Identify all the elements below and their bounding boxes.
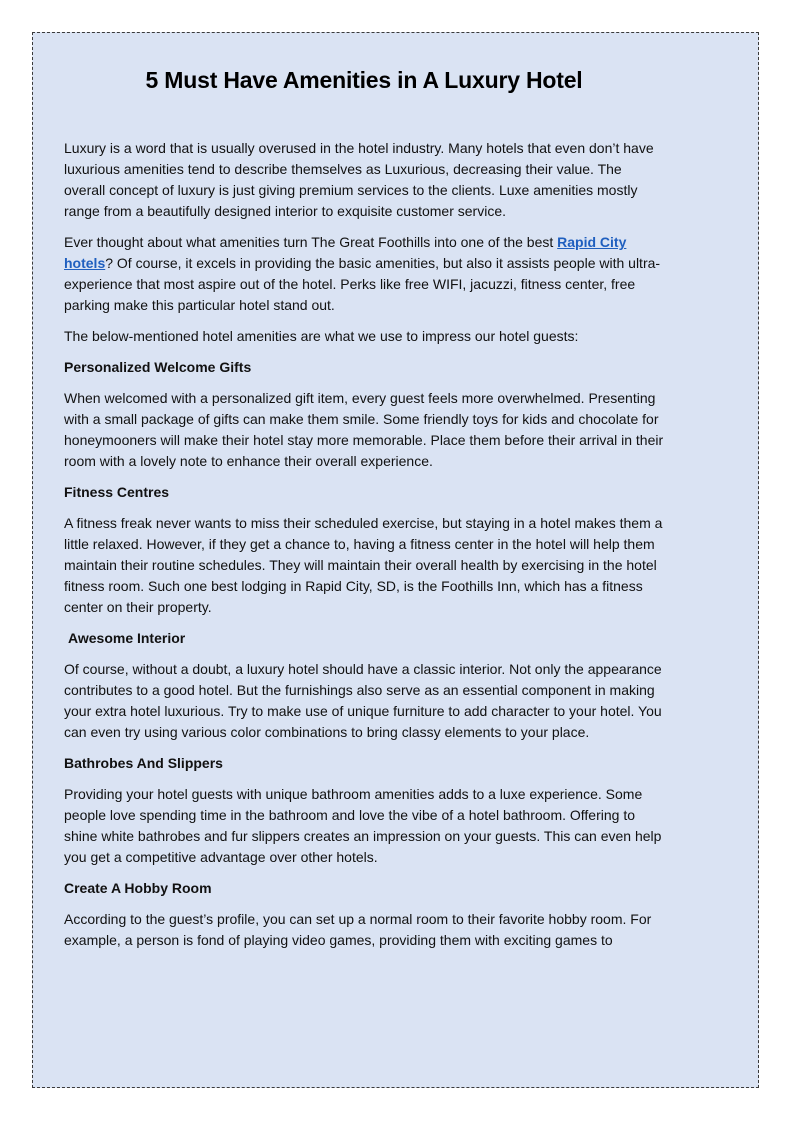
document-body [64,64,664,961]
section-body-fitness-centres: A fitness freak never wants to miss their scheduled exercise, but staying in a hotel makes them a little relaxed. However, if they get a chance to, having a fitness center in the hotel will help them maintain their routine schedules. They will maintain their overall health by exercising in the hotel fitness room. Such one best lodging in Rapid City, SD, is the Foothills Inn, which has a fitness center on their property. [64,515,663,615]
section-heading-fitness-centres: Fitness Centres [64,484,170,500]
paragraph-text-before-link: Ever thought about what amenities turn The Great Foothills into one of the best [64,234,558,250]
paragraph-text-after-link: ? Of course, it excels in providing the basic amenities, but also it assists people with ultra-experience that most aspire out of the hotel. Perks like free WIFI, jacuzzi, fitness center, free parking make this particular hotel stand out. [64,255,661,313]
rapid-city-hotels-link[interactable]: Rapid City hotels [64,234,627,271]
section-heading-hobby-room: Create A Hobby Room [64,880,212,896]
intro-paragraph: Luxury is a word that is usually overused in the hotel industry. Many hotels that even don’t have luxurious amenities tend to describe themselves as Luxurious, decreasing their value. The overall concept of luxury is just giving premium services to the clients. Luxe amenities mostly range from a beautifully designed interior to exquisite customer service. [64,140,654,219]
section-body-welcome-gifts: When welcomed with a personalized gift item, every guest feels more overwhelmed. Presenting with a small package of gifts can make them smile. Some friendly toys for kids and chocolate for honeymooners will make their hotel stay more memorable. Place them before their arrival in their room with a lovely note to enhance their overall experience. [64,390,664,469]
section-body-bathrobes-slippers: Providing your hotel guests with unique bathroom amenities adds to a luxe experience. Some people love spending time in the bathroom and love the vibe of a hotel bathroom. Offering to shine white bathrobes and fur slippers creates an impression on your guests. This can even help you get a competitive advantage over other hotels. [64,786,662,865]
section-heading-awesome-interior: Awesome Interior [68,630,186,646]
section-heading-bathrobes-slippers: Bathrobes And Slippers [64,755,223,771]
section-body-hobby-room: According to the guest’s profile, you can set up a normal room to their favorite hobby room. For example, a person is fond of playing video games, providing them with exciting games to [64,911,652,948]
document-title: 5 Must Have Amenities in A Luxury Hotel [145,67,583,93]
amenities-intro-paragraph: The below-mentioned hotel amenities are what we use to impress our hotel guests: [64,328,579,344]
section-heading-welcome-gifts: Personalized Welcome Gifts [64,359,252,375]
section-body-awesome-interior: Of course, without a doubt, a luxury hotel should have a classic interior. Not only the appearance contributes to a good hotel. But the furnishings also serve as an essential component in making your extra hotel luxurious. Try to make use of unique furniture to add character to your hotel. You can even try using various color combinations to bring classy elements to your place. [64,661,662,740]
paragraph-best-hotels [64,232,664,316]
